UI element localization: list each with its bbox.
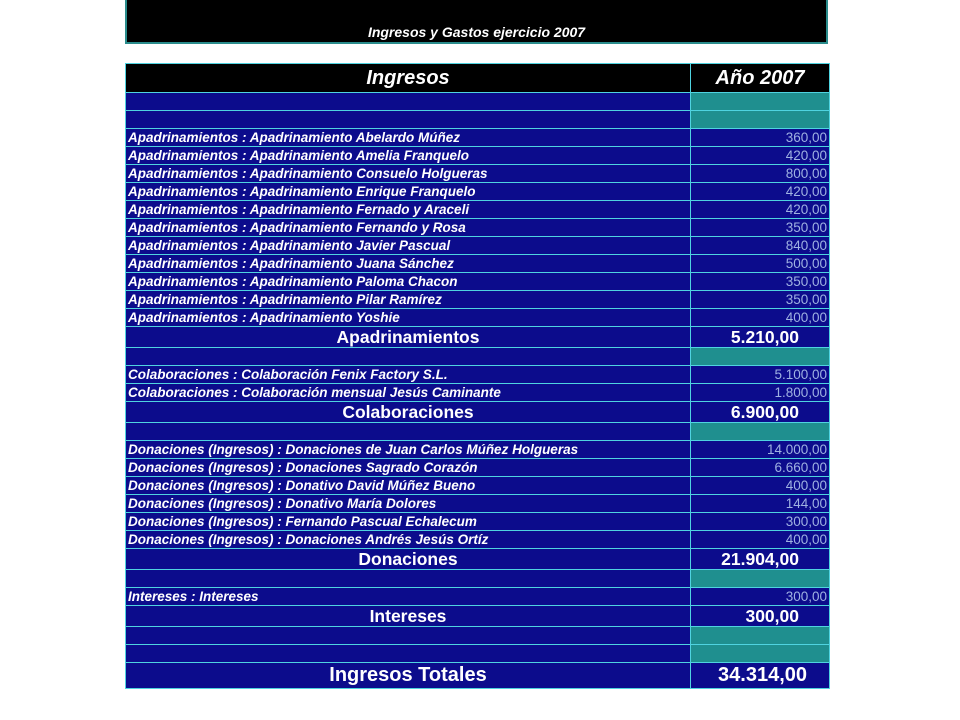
table-row (126, 459, 830, 477)
grand-total-label: Ingresos Totales (126, 663, 691, 689)
spacer-value-cell (691, 627, 830, 645)
spacer-cell (126, 645, 691, 663)
item-value: 800,00 (691, 165, 830, 183)
item-value: 420,00 (691, 183, 830, 201)
item-label: Apadrinamientos : Apadrinamiento Abelardo Múñez (126, 129, 691, 147)
item-value: 5.100,00 (691, 366, 830, 384)
spacer-cell (126, 627, 691, 645)
table-row (126, 366, 830, 384)
table-row (126, 201, 830, 219)
item-label: Apadrinamientos : Apadrinamiento Javier Pascual (126, 237, 691, 255)
table-row (126, 147, 830, 165)
table-row (126, 237, 830, 255)
table-header-row (126, 64, 830, 93)
item-value: 350,00 (691, 273, 830, 291)
table-row (126, 384, 830, 402)
header-year: Año 2007 (691, 64, 830, 93)
spacer-row (126, 627, 830, 645)
item-value: 1.800,00 (691, 384, 830, 402)
item-label: Donaciones (Ingresos) : Donativo María Dolores (126, 495, 691, 513)
subtotal-label: Colaboraciones (126, 402, 691, 423)
item-label: Apadrinamientos : Apadrinamiento Fernando y Rosa (126, 219, 691, 237)
subtotal-row (126, 606, 830, 627)
title-bar (125, 0, 828, 44)
subtotal-row (126, 549, 830, 570)
subtotal-value: 6.900,00 (691, 402, 830, 423)
spacer-cell (126, 93, 691, 111)
item-label: Apadrinamientos : Apadrinamiento Paloma Chacon (126, 273, 691, 291)
table-row (126, 309, 830, 327)
spacer-row (126, 570, 830, 588)
item-value: 14.000,00 (691, 441, 830, 459)
item-value: 420,00 (691, 201, 830, 219)
table-row (126, 219, 830, 237)
item-label: Apadrinamientos : Apadrinamiento Pilar Ramírez (126, 291, 691, 309)
header-label: Ingresos (126, 64, 691, 93)
item-value: 300,00 (691, 588, 830, 606)
table-row (126, 513, 830, 531)
table-row (126, 165, 830, 183)
spacer-value-cell (691, 111, 830, 129)
item-label: Apadrinamientos : Apadrinamiento Consuelo Holgueras (126, 165, 691, 183)
item-label: Donaciones (Ingresos) : Donaciones de Juan Carlos Múñez Holgueras (126, 441, 691, 459)
subtotal-label: Donaciones (126, 549, 691, 570)
item-value: 360,00 (691, 129, 830, 147)
item-label: Donaciones (Ingresos) : Donativo David Múñez Bueno (126, 477, 691, 495)
item-label: Apadrinamientos : Apadrinamiento Juana Sánchez (126, 255, 691, 273)
table-row (126, 291, 830, 309)
table-row (126, 129, 830, 147)
item-label: Donaciones (Ingresos) : Donaciones Andrés Jesús Ortíz (126, 531, 691, 549)
spacer-value-cell (691, 93, 830, 111)
spacer-cell (126, 570, 691, 588)
spacer-cell (126, 111, 691, 129)
item-label: Donaciones (Ingresos) : Donaciones Sagrado Corazón (126, 459, 691, 477)
spacer-value-cell (691, 570, 830, 588)
item-value: 300,00 (691, 513, 830, 531)
spacer-cell (126, 348, 691, 366)
table-row (126, 273, 830, 291)
item-value: 400,00 (691, 477, 830, 495)
subtotal-row (126, 327, 830, 348)
spacer-row (126, 348, 830, 366)
spacer-row (126, 111, 830, 129)
spacer-row (126, 93, 830, 111)
spacer-cell (126, 423, 691, 441)
grand-total-row (126, 663, 830, 689)
item-value: 350,00 (691, 219, 830, 237)
table-row (126, 255, 830, 273)
subtotal-value: 5.210,00 (691, 327, 830, 348)
spacer-value-cell (691, 645, 830, 663)
item-label: Colaboraciones : Colaboración Fenix Factory S.L. (126, 366, 691, 384)
item-label: Apadrinamientos : Apadrinamiento Fernado y Araceli (126, 201, 691, 219)
subtotal-label: Intereses (126, 606, 691, 627)
table-row (126, 495, 830, 513)
item-value: 6.660,00 (691, 459, 830, 477)
item-label: Colaboraciones : Colaboración mensual Jesús Caminante (126, 384, 691, 402)
table-row (126, 441, 830, 459)
table-row (126, 588, 830, 606)
item-label: Intereses : Intereses (126, 588, 691, 606)
spacer-row (126, 645, 830, 663)
grand-total-value: 34.314,00 (691, 663, 830, 689)
item-label: Donaciones (Ingresos) : Fernando Pascual Echalecum (126, 513, 691, 531)
item-label: Apadrinamientos : Apadrinamiento Yoshie (126, 309, 691, 327)
subtotal-row (126, 402, 830, 423)
spacer-row (126, 423, 830, 441)
subtotal-value: 21.904,00 (691, 549, 830, 570)
item-value: 400,00 (691, 309, 830, 327)
item-value: 420,00 (691, 147, 830, 165)
income-table-body (126, 64, 830, 689)
item-value: 500,00 (691, 255, 830, 273)
subtotal-value: 300,00 (691, 606, 830, 627)
item-value: 840,00 (691, 237, 830, 255)
item-value: 350,00 (691, 291, 830, 309)
spacer-value-cell (691, 423, 830, 441)
item-value: 400,00 (691, 531, 830, 549)
table-row (126, 531, 830, 549)
table-row (126, 477, 830, 495)
table-row (126, 183, 830, 201)
income-table (125, 63, 830, 689)
page-title: Ingresos y Gastos ejercicio 2007 (367, 24, 586, 40)
item-label: Apadrinamientos : Apadrinamiento Amelia Franquelo (126, 147, 691, 165)
item-label: Apadrinamientos : Apadrinamiento Enrique Franquelo (126, 183, 691, 201)
spacer-value-cell (691, 348, 830, 366)
subtotal-label: Apadrinamientos (126, 327, 691, 348)
item-value: 144,00 (691, 495, 830, 513)
